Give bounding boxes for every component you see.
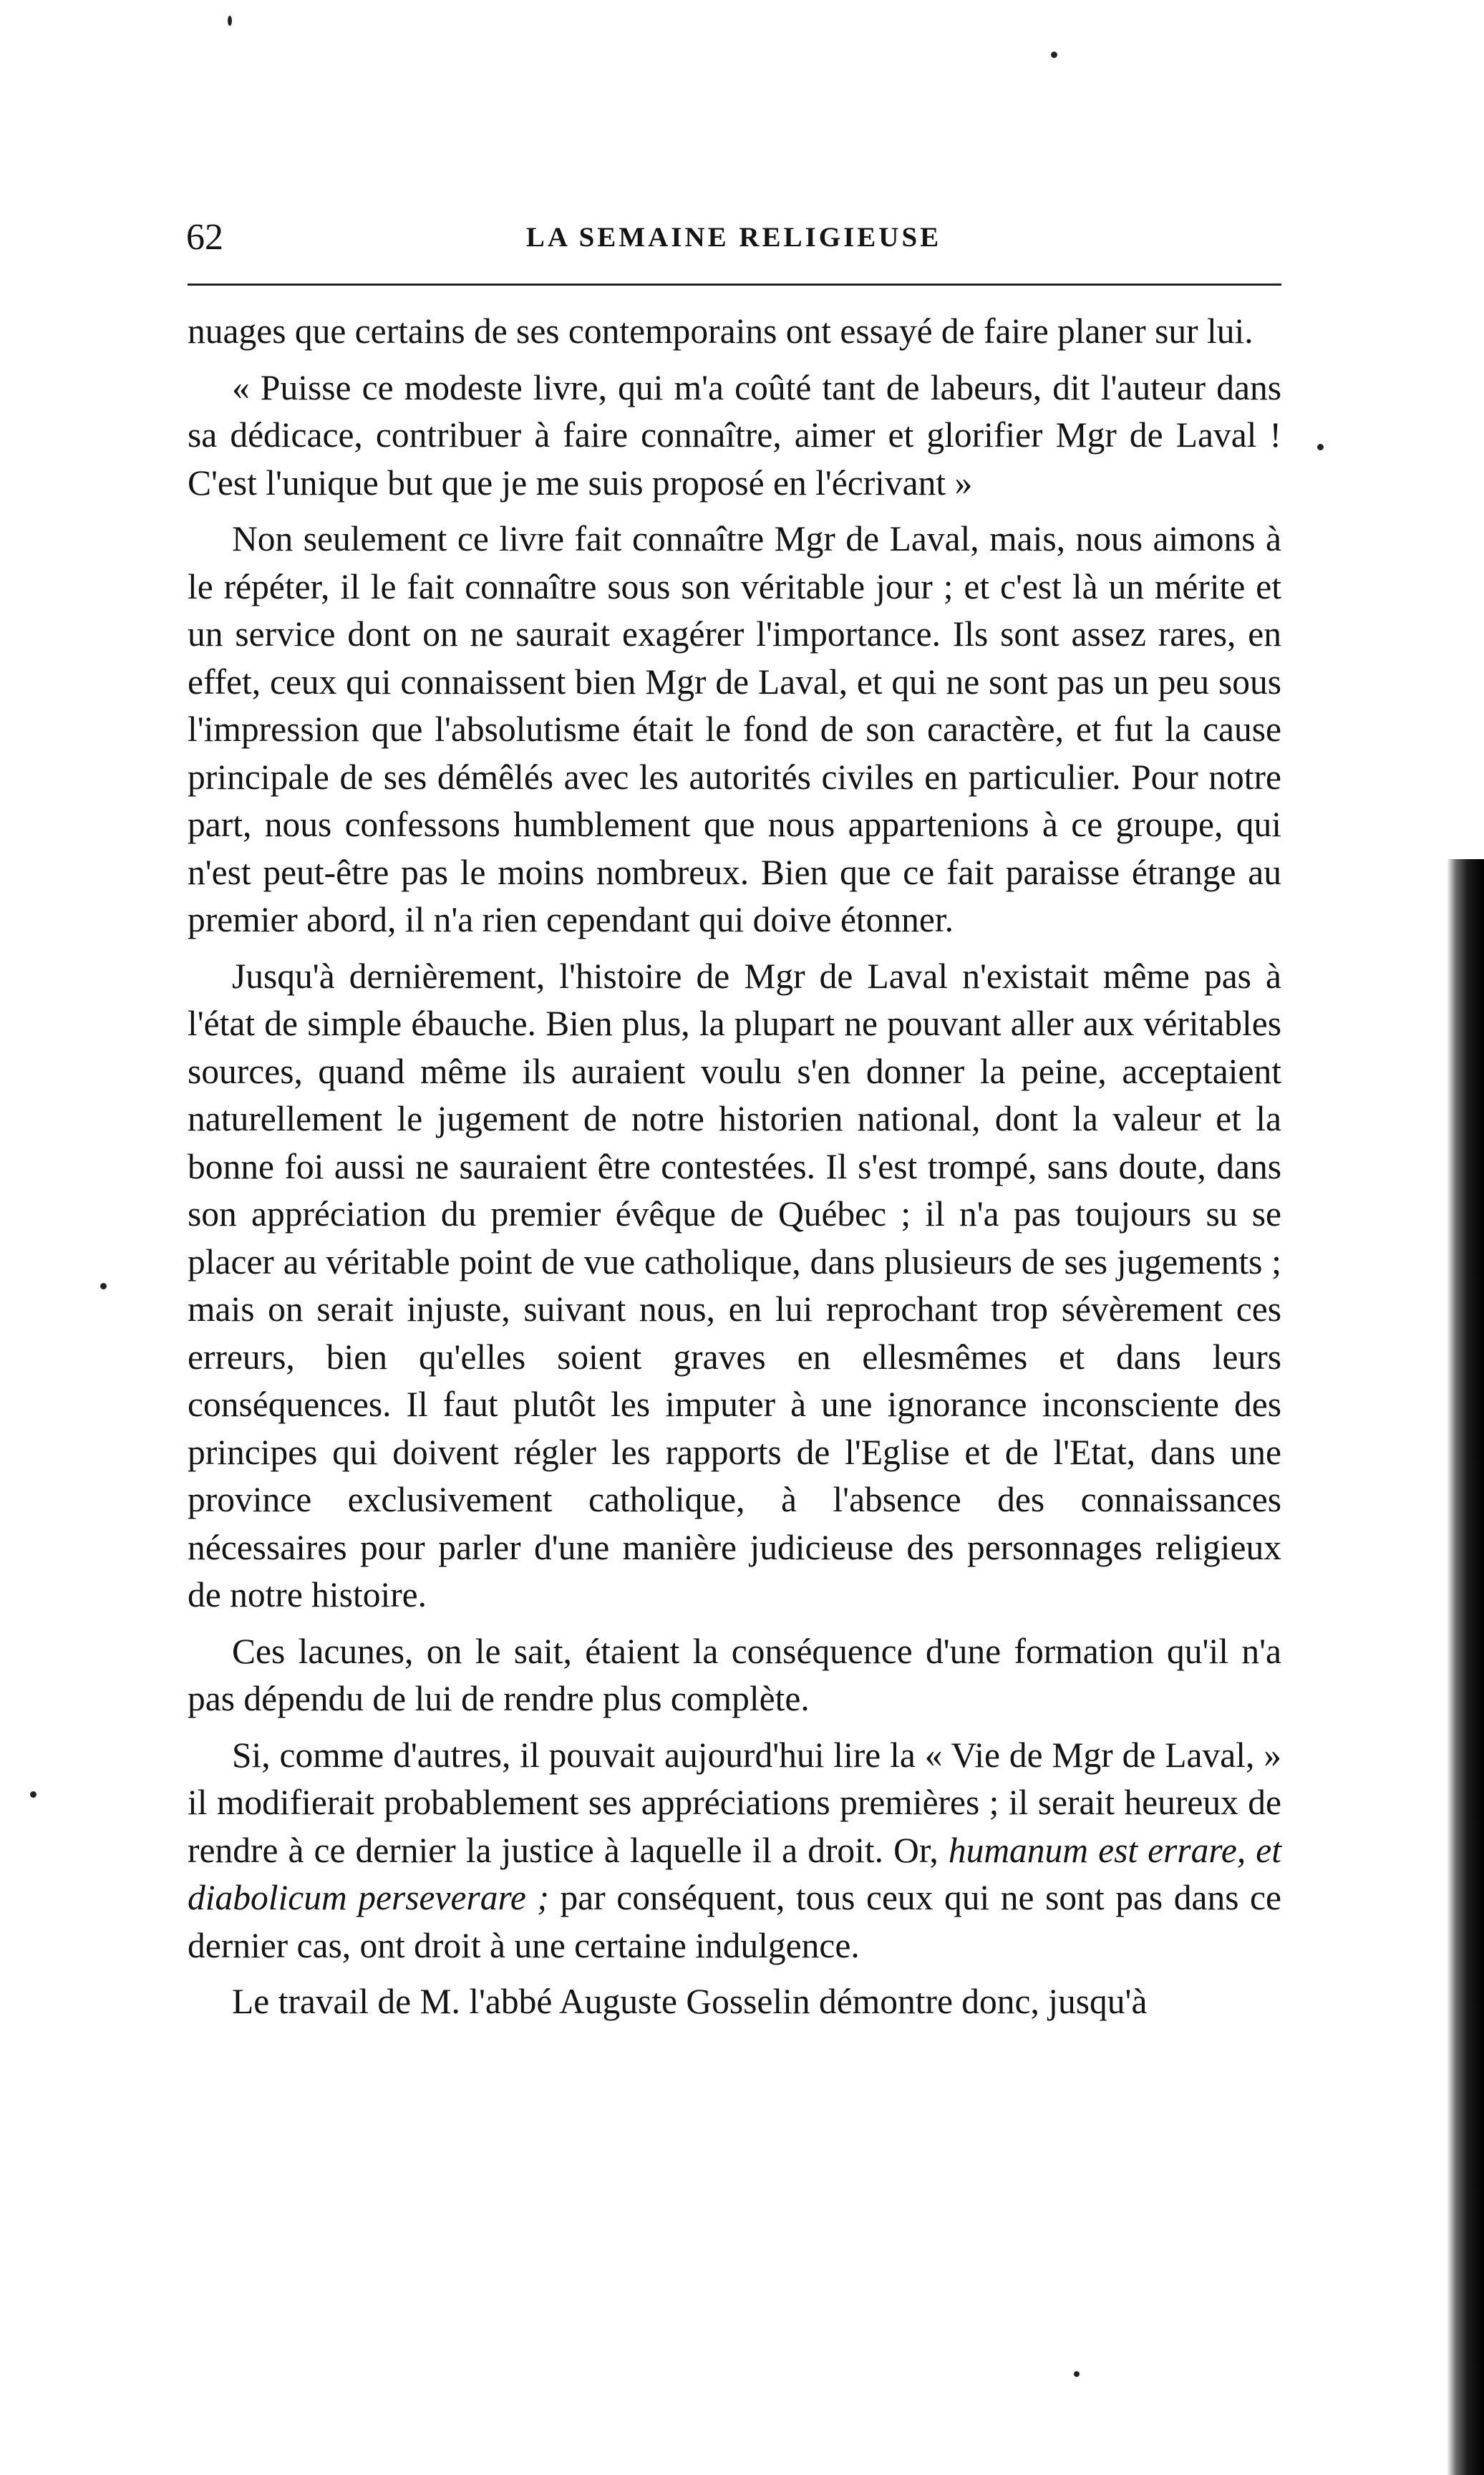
page-header: [186, 209, 1281, 266]
scan-speck: [30, 1791, 37, 1798]
page-number: 62: [186, 217, 223, 258]
header-rule: [188, 284, 1281, 286]
scan-speck: [1317, 444, 1324, 450]
paragraph-6: [188, 1732, 1281, 1970]
paragraph-6-latin-quote: humanum est errare, et diabolicum perseverare ;: [188, 1830, 1281, 1917]
book-spine-shadow: [1447, 859, 1484, 2475]
paragraph-1: nuages que certains de ses contemporains ont essayé de faire planer sur lui.: [188, 311, 1253, 351]
scan-speck: [100, 1283, 107, 1289]
body-text: [188, 308, 1281, 2035]
running-title: LA SEMAINE RELIGIEUSE: [525, 222, 942, 253]
paragraph-3: Non seulement ce livre fait connaître Mgr de Laval, mais, nous aimons à le répéter, il le fait connaître sous son véritable jour ; et c'est là un mérite et un service dont on ne saurait exagérer l'importance. Ils sont assez rares, en effet, ceux qui connaissent bien Mgr de Laval, et qui ne sont pas un peu sous l'impression que l'absolutisme était le fond de son caractère, et fut la cause principale de ses démêlés avec les autorités civiles en particulier. Pour notre part, nous confessons humblement que nous appartenions à ce groupe, qui n'est peut-être pas le moins nombreux. Bien que ce fait paraisse étrange au premier abord, il n'a rien cependant qui doive étonner.: [188, 519, 1281, 939]
scan-speck: [228, 16, 232, 26]
paragraph-2: « Puisse ce modeste livre, qui m'a coûté tant de labeurs, dit l'auteur dans sa dédicace, contribuer à faire connaître, aimer et glorifier Mgr de Laval ! C'est l'unique but que je me suis proposé en l'écrivant »: [188, 367, 1281, 503]
paragraph-5: Ces lacunes, on le sait, étaient la conséquence d'une formation qu'il n'a pas dépendu de lui de rendre plus complète.: [188, 1631, 1281, 1718]
paragraph-4: Jusqu'à dernièrement, l'histoire de Mgr de Laval n'existait même pas à l'état de simple ébauche. Bien plus, la plupart ne pouvant aller aux véritables sources, quand même ils auraient voulu s'en donner la peine, acceptaient naturellement le jugement de notre historien national, dont la valeur et la bonne foi aussi ne sauraient être contestées. Il s'est trompé, sans doute, dans son appréciation du premier évêque de Québec ; il n'a pas toujours su se placer au véritable point de vue catholique, dans plusieurs de ses jugements ; mais on serait injuste, suivant nous, en lui reprochant trop sévèrement ces erreurs, bien qu'elles soient graves en ellesmêmes et dans leurs conséquences. Il faut plutôt les imputer à une ignorance inconsciente des principes qui doivent régler les rapports de l'Eglise et de l'Etat, dans une province exclusivement catholique, à l'absence des connaissances nécessaires pour parler d'une manière judicieuse des personnages religieux de notre histoire.: [188, 956, 1281, 1614]
paragraph-6-text-after: par conséquent, tous ceux qui ne sont pas dans ce dernier cas, ont droit à une certaine indulgence.: [188, 1878, 1281, 1965]
paragraph-7: Le travail de M. l'abbé Auguste Gosselin démontre donc, jusqu'à: [232, 1982, 1148, 2021]
scan-speck: [1051, 52, 1057, 58]
paragraph-6-text-before: Si, comme d'autres, il pouvait aujourd'hui lire la « Vie de Mgr de Laval, » il modifierait probablement ses appréciations premières ; il serait heureux de rendre à ce dernier la justice à laquelle il a droit. Or,: [188, 1735, 1281, 1870]
scan-speck: [1074, 2371, 1080, 2377]
